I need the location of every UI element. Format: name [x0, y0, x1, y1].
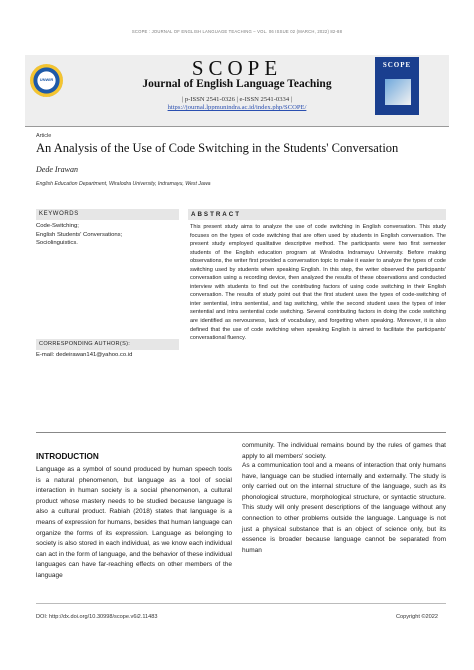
abstract-text: This present study aims to analyze the use of code switching in English conversation. This study focuses on the types of code switching that are often used by students in English conversation. The present study employed qualitative descriptive method. The participants were two first semester students of the English education program at Wiralodra Indramayu University. Before making observations, the writer first provided a conversation topic to make it easier to analyze the types of code switching used by students when speaking English. In this step, the writer observed the participants' conversation using a recording device, then analyzed the results of these observations and conducted interview with students to find out the contributing factors of using code switching in their English conversation. The results of study point out that the first student uses the types of code-switching of inter sentential, intra sentential, and tag switching, while the second student uses the types of inter sentential and intra sentential code switching. Several contributing factors in doing the code switching are identified as nervousness, lack of vocabulary, and forgetting when speaking. Moreover, it is also defined that the use of code switching when speaking English is aimed to facilitate the participants' conversational fluency. [190, 224, 446, 342]
masthead-divider [25, 126, 449, 127]
issn-line: | p-ISSN 2541-0326 | e-ISSN 2541-0334 | [181, 96, 293, 103]
keyword-item: English Students' Conversations; [36, 231, 123, 238]
footer-divider [36, 603, 446, 604]
article-type-label: Article [36, 133, 52, 139]
journal-cover-image [375, 57, 419, 115]
author-affiliation: English Education Department, Wiralodra University, Indramayu, West Jawa [36, 181, 211, 187]
corresponding-author-email: E-mail: dedeirawan141@yahoo.co.id [36, 352, 133, 358]
keywords-heading: KEYWORDS [36, 209, 179, 220]
copyright-notice: Copyright ©2022 [395, 614, 438, 620]
journal-url-link[interactable]: https://journal.lppmunindra.ac.id/index.php/SCOPE/ [167, 104, 307, 111]
cover-title: SCOPE [382, 61, 412, 69]
article-title: An Analysis of the Use of Code Switching in the Students' Conversation [36, 141, 399, 155]
keyword-item: Sociolinguistics. [36, 240, 78, 247]
body-right-column-paragraph-1: community. The individual remains bound by the rules of games that apply to all members' society. [242, 442, 446, 460]
abstract-heading: ABSTRACT [188, 209, 446, 220]
keyword-item: Code-Switching; [36, 223, 79, 229]
abstract-bottom-rule [36, 432, 446, 433]
body-right-column-paragraph-2: As a communication tool and a means of interaction that only humans have, language can be studied internally and externally. The study is only carried out on the internal structure of the language, such as its phonological structure, morphological structure, or syntactic structure. This study will only present descriptions of the language without any connection to other problems outside the language. Language is not just a physical substance that is an object of science only, but its essence is broader because language cannot be separated from human [242, 462, 446, 554]
journal-short-title: SCOPE [191, 56, 283, 80]
doi-link[interactable]: DOI: http://dx.doi.org/10.30998/scope.v6i2.11483 [36, 614, 158, 620]
keywords-list [36, 222, 179, 248]
running-header: SCOPE : JOURNAL OF ENGLISH LANGUAGE TEACHING – VOL. 06 ISSUE 02 (MARCH, 2022) 82-88 [131, 29, 343, 34]
introduction-heading: INTRODUCTION [36, 452, 99, 461]
university-logo-text: UNWIR [39, 77, 54, 82]
author-name: Dede Irawan [36, 165, 78, 174]
journal-name: Journal of English Language Teaching [142, 78, 332, 90]
body-left-column: Language as a symbol of sound produced by human speech tools is a natural phenomenon, but language as a tool of social interaction in human society is a social phenomenon, a cultural product whose mastery needs to be studied because language is also a cultural product. Rabiah (2018) states that language is a means of expression for humans, besides that human language can organize the forms of its expression. Language as belonging to society is also stored in each individual, as we know each individual can act in the form of language, and the behavior of these individual languages can have far-reaching effects on other members of the language [36, 466, 232, 579]
cover-pen-icon [385, 79, 411, 105]
corresponding-author-heading: CORRESPONDING AUTHOR(S): [36, 339, 179, 350]
